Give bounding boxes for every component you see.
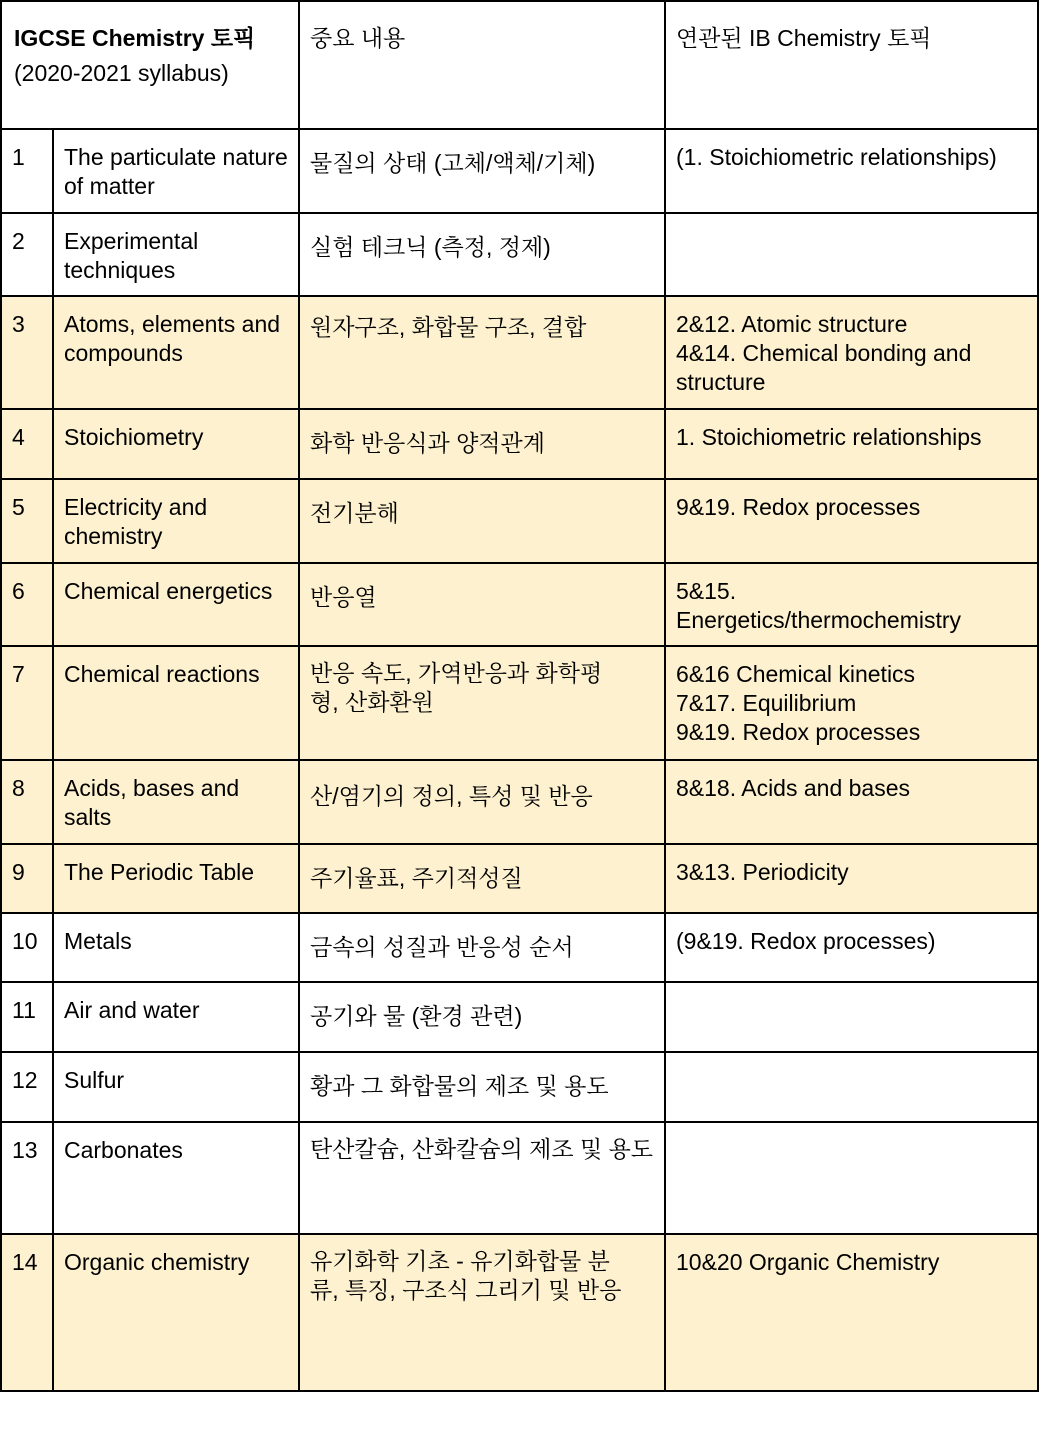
- row-ib-topic: [665, 760, 1038, 844]
- ib-topic-line: 10&20 Organic Chemistry: [676, 1249, 940, 1275]
- row-topic: Organic chemistry: [53, 1234, 299, 1391]
- row-ib-topic: [665, 296, 1038, 409]
- table-row: [1, 982, 1038, 1052]
- row-number: 1: [1, 129, 53, 213]
- table-row: [1, 1234, 1038, 1391]
- row-content: 실험 테크닉 (측정, 정제): [299, 213, 665, 296]
- row-topic: Atoms, elements and compounds: [53, 296, 299, 409]
- row-ib-topic: [665, 982, 1038, 1052]
- row-topic: The Periodic Table: [53, 844, 299, 913]
- ib-topic-line: (1. Stoichiometric relationships): [676, 144, 997, 170]
- row-content: 화학 반응식과 양적관계: [299, 409, 665, 479]
- row-topic: Acids, bases and salts: [53, 760, 299, 844]
- table-row: [1, 563, 1038, 646]
- ib-topic-line: 9&19. Redox processes: [676, 494, 921, 520]
- row-content: 주기율표, 주기적성질: [299, 844, 665, 913]
- table-row: [1, 1052, 1038, 1122]
- row-topic: Stoichiometry: [53, 409, 299, 479]
- row-ib-topic: [665, 1234, 1038, 1391]
- row-number: 7: [1, 646, 53, 760]
- row-content: 반응 속도, 가역반응과 화학평형, 산화환원: [299, 646, 665, 760]
- table-header-row: [1, 1, 1038, 129]
- ib-topic-line: (9&19. Redox processes): [676, 928, 936, 954]
- header-igcse-topic: [1, 1, 299, 129]
- table-row: [1, 760, 1038, 844]
- row-ib-topic: [665, 646, 1038, 760]
- ib-topic-line: 6&16 Chemical kinetics: [676, 661, 916, 687]
- row-topic: Sulfur: [53, 1052, 299, 1122]
- row-topic: Carbonates: [53, 1122, 299, 1234]
- row-number: 2: [1, 213, 53, 296]
- ib-topic-line: 7&17. Equilibrium: [676, 690, 857, 716]
- row-ib-topic: [665, 563, 1038, 646]
- table-row: [1, 213, 1038, 296]
- header-key-content: 중요 내용: [299, 1, 665, 129]
- row-ib-topic: [665, 409, 1038, 479]
- ib-topic-line: 8&18. Acids and bases: [676, 775, 910, 801]
- row-number: 12: [1, 1052, 53, 1122]
- ib-topic-line: 9&19. Redox processes: [676, 719, 921, 745]
- row-content: 탄산칼슘, 산화칼슘의 제조 및 용도: [299, 1122, 665, 1234]
- row-number: 4: [1, 409, 53, 479]
- row-content: 원자구조, 화합물 구조, 결합: [299, 296, 665, 409]
- row-content: 물질의 상태 (고체/액체/기체): [299, 129, 665, 213]
- ib-topic-line: 2&12. Atomic structure: [676, 311, 908, 337]
- row-number: 14: [1, 1234, 53, 1391]
- row-content: 공기와 물 (환경 관련): [299, 982, 665, 1052]
- row-number: 8: [1, 760, 53, 844]
- header-igcse-subtitle: (2020-2021 syllabus): [14, 60, 229, 86]
- row-topic: Air and water: [53, 982, 299, 1052]
- row-content: 반응열: [299, 563, 665, 646]
- row-number: 9: [1, 844, 53, 913]
- ib-topic-line: 1. Stoichiometric relationships: [676, 424, 982, 450]
- ib-topic-line: 4&14. Chemical bonding and structure: [676, 340, 972, 395]
- row-number: 11: [1, 982, 53, 1052]
- table-row: [1, 844, 1038, 913]
- row-content: 전기분해: [299, 479, 665, 563]
- row-ib-topic: [665, 913, 1038, 982]
- row-topic: The particulate nature of matter: [53, 129, 299, 213]
- row-content: 산/염기의 정의, 특성 및 반응: [299, 760, 665, 844]
- row-number: 13: [1, 1122, 53, 1234]
- row-ib-topic: [665, 129, 1038, 213]
- row-ib-topic: [665, 1052, 1038, 1122]
- table-row: [1, 296, 1038, 409]
- row-number: 5: [1, 479, 53, 563]
- header-ib-topic: 연관된 IB Chemistry 토픽: [665, 1, 1038, 129]
- row-ib-topic: [665, 844, 1038, 913]
- row-content: 유기화학 기초 - 유기화합물 분류, 특징, 구조식 그리기 및 반응: [299, 1234, 665, 1391]
- row-topic: Experimental techniques: [53, 213, 299, 296]
- row-number: 3: [1, 296, 53, 409]
- row-topic: Chemical reactions: [53, 646, 299, 760]
- row-ib-topic: [665, 479, 1038, 563]
- row-content: 황과 그 화합물의 제조 및 용도: [299, 1052, 665, 1122]
- table-row: [1, 129, 1038, 213]
- row-number: 10: [1, 913, 53, 982]
- table-row: [1, 1122, 1038, 1234]
- row-topic: Electricity and chemistry: [53, 479, 299, 563]
- row-ib-topic: [665, 213, 1038, 296]
- table-row: [1, 913, 1038, 982]
- ib-topic-line: 3&13. Periodicity: [676, 859, 849, 885]
- ib-topic-line: 5&15. Energetics/thermochemistry: [676, 578, 962, 633]
- table-row: [1, 409, 1038, 479]
- row-number: 6: [1, 563, 53, 646]
- table-row: [1, 479, 1038, 563]
- row-topic: Metals: [53, 913, 299, 982]
- row-content: 금속의 성질과 반응성 순서: [299, 913, 665, 982]
- table-row: [1, 646, 1038, 760]
- row-ib-topic: [665, 1122, 1038, 1234]
- header-igcse-title: IGCSE Chemistry 토픽: [14, 25, 256, 51]
- row-topic: Chemical energetics: [53, 563, 299, 646]
